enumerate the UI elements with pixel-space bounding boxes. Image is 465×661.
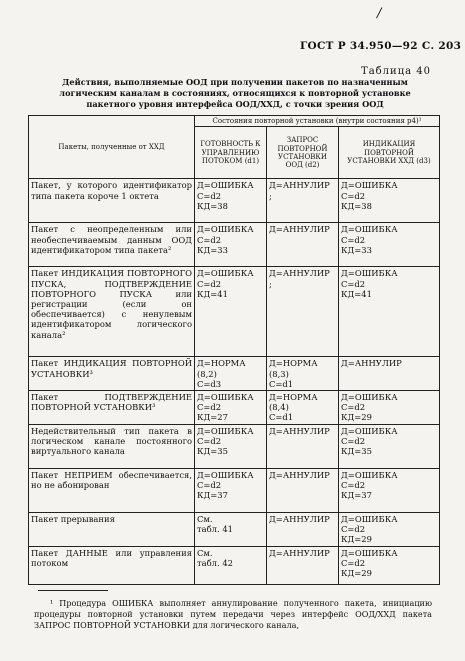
table-row bbox=[29, 357, 440, 391]
state-cell-d2 bbox=[267, 357, 339, 391]
cell-line: См. bbox=[197, 547, 213, 558]
header-group: Состояния повторной установки (внутри состояния p4)¹ bbox=[195, 116, 440, 127]
cell-line: Д=АННУЛИР bbox=[269, 425, 330, 436]
cell-line: КД=37 bbox=[341, 490, 372, 501]
cell-line: С=d1 bbox=[269, 378, 294, 389]
cell-line: Д=ОШИБКА bbox=[197, 391, 254, 402]
cell-line: Д=ОШИБКА bbox=[341, 224, 398, 235]
state-cell-d2 bbox=[267, 546, 339, 584]
cell-line: КД=41 bbox=[197, 288, 228, 299]
cell-line: С=d2 bbox=[341, 278, 366, 289]
state-cell-d1 bbox=[195, 390, 267, 424]
state-cell-d3 bbox=[339, 468, 440, 512]
cell-line: КД=35 bbox=[341, 446, 372, 457]
table-row bbox=[29, 512, 440, 546]
cell-line: Д=ОШИБКА bbox=[341, 180, 398, 191]
packet-cell: Пакет ИНДИКАЦИЯ ПОВТОРНОЙ УСТАНОВКИ³ bbox=[29, 357, 195, 391]
packet-cell: Пакет, у которого идентификатор типа пакета короче 1 октета bbox=[29, 179, 195, 223]
cell-line: Д=АННУЛИР bbox=[269, 469, 330, 480]
cell-line: КД=33 bbox=[341, 244, 372, 255]
cell-line: С=d2 bbox=[197, 480, 222, 491]
cell-line: С=d2 bbox=[341, 402, 366, 413]
cell-line: Д=ОШИБКА bbox=[341, 425, 398, 436]
packet-cell: Пакет ПОДТВЕРЖДЕНИЕ ПОВТОРНОЙ УСТАНОВКИ³ bbox=[29, 390, 195, 424]
packet-cell: Пакет прерывания bbox=[29, 512, 195, 546]
cell-line: Д=АННУЛИР bbox=[269, 224, 330, 235]
cell-line: С=d2 bbox=[197, 402, 222, 413]
cell-line: С=d2 bbox=[197, 278, 222, 289]
packet-cell: Пакет ИНДИКАЦИЯ ПОВТОРНОГО ПУСКА, ПОДТВЕРЖДЕНИЕ ПОВТОРНОГО ПУСКА или регистрации (если он обеспечивается) с ненулевым идентификатором логического канала² bbox=[29, 267, 195, 357]
state-cell-d1 bbox=[195, 512, 267, 546]
cell-line: С=d2 bbox=[341, 524, 366, 535]
cell-line: Д=НОРМА bbox=[269, 358, 318, 369]
cell-line: Д=АННУЛИР bbox=[269, 513, 330, 524]
cell-line: табл. 41 bbox=[197, 524, 233, 535]
state-cell-d1 bbox=[195, 357, 267, 391]
cell-line: Д=ОШИБКА bbox=[197, 425, 254, 436]
state-cell-d2 bbox=[267, 468, 339, 512]
cell-line: Д=АННУЛИР bbox=[341, 358, 402, 369]
cell-line: КД=37 bbox=[197, 490, 228, 501]
state-cell-d3 bbox=[339, 512, 440, 546]
cell-line: С=d3 bbox=[197, 378, 222, 389]
table-body bbox=[29, 179, 440, 584]
header-d1: ГОТОВНОСТЬ К УПРАВЛЕНИЮ ПОТОКОМ (d1) bbox=[195, 127, 267, 179]
state-cell-d2 bbox=[267, 390, 339, 424]
page-mark: / bbox=[377, 6, 382, 21]
table-row bbox=[29, 546, 440, 584]
table-number: Таблица 40 bbox=[361, 66, 431, 77]
state-cell-d3 bbox=[339, 267, 440, 357]
footnote-rule bbox=[38, 590, 108, 591]
cell-line: КД=29 bbox=[341, 567, 372, 578]
cell-line: Д=ОШИБКА bbox=[197, 268, 254, 279]
cell-line: Д=АННУЛИР bbox=[269, 547, 330, 558]
cell-line: КД=35 bbox=[197, 446, 228, 457]
cell-line: С=d2 bbox=[341, 436, 366, 447]
cell-line: Д=ОШИБКА bbox=[341, 513, 398, 524]
cell-line: Д=ОШИБКА bbox=[197, 224, 254, 235]
cell-line: табл. 42 bbox=[197, 557, 233, 568]
cell-line: КД=38 bbox=[341, 200, 372, 211]
state-cell-d1 bbox=[195, 223, 267, 267]
table-row bbox=[29, 179, 440, 223]
cell-line: С=d2 bbox=[341, 557, 366, 568]
cell-line: КД=41 bbox=[341, 288, 372, 299]
header-d2: ЗАПРОС ПОВТОРНОЙ УСТАНОВКИ ООД (d2) bbox=[267, 127, 339, 179]
cell-line: См. bbox=[197, 513, 213, 524]
packet-cell: Пакет НЕПРИЕМ обеспечивается, но не абонирован bbox=[29, 468, 195, 512]
cell-line: С=d2 bbox=[341, 190, 366, 201]
cell-line: ; bbox=[269, 278, 272, 289]
packet-cell: Пакет с неопределенным или необеспечиваемым данным ООД идентификатором типа пакета² bbox=[29, 223, 195, 267]
cell-line: Д=АННУЛИР bbox=[269, 180, 330, 191]
cell-line: (8,2) bbox=[197, 368, 217, 379]
cell-line: С=d2 bbox=[341, 480, 366, 491]
state-cell-d2 bbox=[267, 267, 339, 357]
state-cell-d3 bbox=[339, 546, 440, 584]
cell-line: С=d1 bbox=[269, 412, 294, 423]
state-cell-d1 bbox=[195, 468, 267, 512]
cell-line: КД=29 bbox=[341, 534, 372, 545]
cell-line: С=d2 bbox=[341, 234, 366, 245]
table-row bbox=[29, 468, 440, 512]
cell-line: Д=АННУЛИР bbox=[269, 268, 330, 279]
cell-line: Д=ОШИБКА bbox=[341, 547, 398, 558]
cell-line: КД=38 bbox=[197, 200, 228, 211]
cell-line: Д=НОРМА bbox=[197, 358, 246, 369]
running-head: ГОСТ Р 34.950—92 С. 203 bbox=[300, 40, 462, 52]
table-caption: Действия, выполняемые ООД при получении пакетов по назначенным логическим каналам в состояниях, относящихся к повторной установке пакетного уровня интерфейса ООД/ХХД, с точки зрения ООД bbox=[59, 77, 411, 109]
state-cell-d3 bbox=[339, 424, 440, 468]
state-cell-d2 bbox=[267, 223, 339, 267]
state-cell-d3 bbox=[339, 390, 440, 424]
cell-line: ; bbox=[269, 190, 272, 201]
cell-line: Д=ОШИБКА bbox=[341, 469, 398, 480]
cell-line: Д=ОШИБКА bbox=[341, 391, 398, 402]
table-row bbox=[29, 390, 440, 424]
cell-line: КД=29 bbox=[341, 412, 372, 423]
packet-cell: Пакет ДАННЫЕ или управления потоком bbox=[29, 546, 195, 584]
state-table bbox=[28, 115, 440, 585]
cell-line: КД=33 bbox=[197, 244, 228, 255]
table-row bbox=[29, 267, 440, 357]
state-cell-d1 bbox=[195, 179, 267, 223]
table-row bbox=[29, 223, 440, 267]
cell-line: С=d2 bbox=[197, 436, 222, 447]
state-cell-d1 bbox=[195, 546, 267, 584]
table-row bbox=[29, 424, 440, 468]
state-cell-d2 bbox=[267, 512, 339, 546]
state-cell-d3 bbox=[339, 223, 440, 267]
state-cell-d1 bbox=[195, 267, 267, 357]
cell-line: Д=НОРМА bbox=[269, 391, 318, 402]
cell-line: С=d2 bbox=[197, 190, 222, 201]
packet-cell: Недействительный тип пакета в логическом канале постоянного виртуального канала bbox=[29, 424, 195, 468]
cell-line: (8,4) bbox=[269, 402, 289, 413]
cell-line: Д=ОШИБКА bbox=[341, 268, 398, 279]
cell-line: КД=27 bbox=[197, 412, 228, 423]
footnote: ¹ Процедура ОШИБКА выполняет аннулирование полученного пакета, инициацию процедуры повторной установки путем передачи через интерфейс ООД/ХХД пакета ЗАПРОС ПОВТОРНОЙ УСТАНОВКИ для логического канала, bbox=[34, 598, 432, 630]
cell-line: Д=ОШИБКА bbox=[197, 469, 254, 480]
state-cell-d2 bbox=[267, 179, 339, 223]
cell-line: Д=ОШИБКА bbox=[197, 180, 254, 191]
header-d3: ИНДИКАЦИЯ ПОВТОРНОЙ УСТАНОВКИ ХХД (d3) bbox=[339, 127, 440, 179]
state-cell-d3 bbox=[339, 179, 440, 223]
cell-line: (8,3) bbox=[269, 368, 289, 379]
cell-line: С=d2 bbox=[197, 234, 222, 245]
state-cell-d3 bbox=[339, 357, 440, 391]
state-cell-d2 bbox=[267, 424, 339, 468]
header-packets: Пакеты, полученные от ХХД bbox=[29, 116, 195, 179]
state-cell-d1 bbox=[195, 424, 267, 468]
